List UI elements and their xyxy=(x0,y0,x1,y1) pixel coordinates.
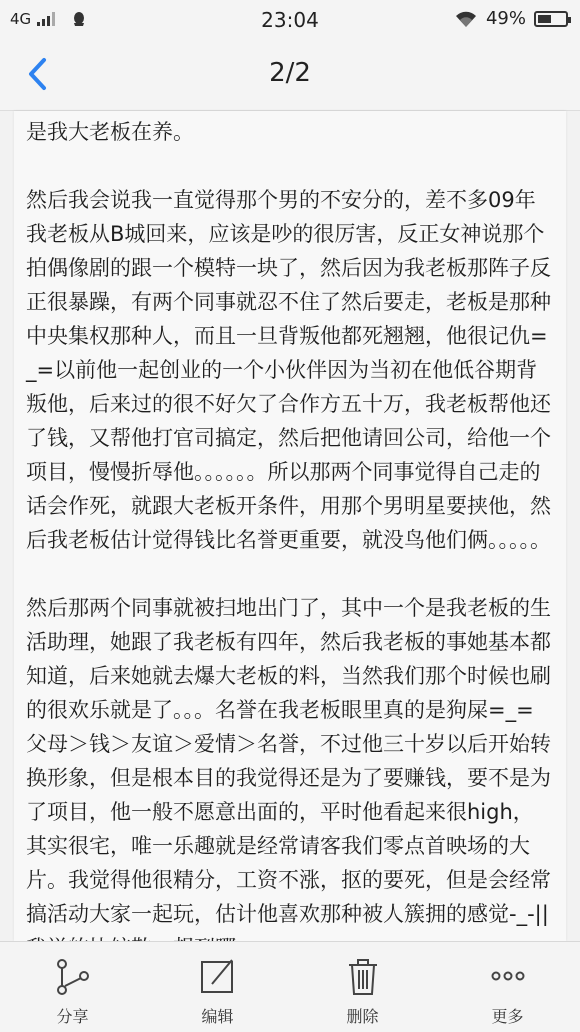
more-icon xyxy=(488,956,528,998)
paragraph: 是我大老板在养。 xyxy=(26,120,194,144)
bottom-toolbar xyxy=(0,941,580,1032)
battery-percent: 49% xyxy=(485,8,526,29)
edit-icon xyxy=(198,956,238,998)
wifi-icon xyxy=(454,10,478,28)
edit-button[interactable] xyxy=(145,942,290,1032)
clock: 23:04 xyxy=(261,8,319,32)
delete-label: 删除 xyxy=(346,1007,379,1026)
battery-icon xyxy=(534,11,568,27)
navigation-bar xyxy=(0,40,580,111)
note-content[interactable] xyxy=(14,111,566,941)
delete-button[interactable] xyxy=(290,942,435,1032)
paragraph: 然后那两个同事就被扫地出门了，其中一个是我老板的生活助理，她跟了我老板有四年，然后我老板的事她基本都知道，后来她就去爆大老板的料，当然我们那个时候也刷的很欢乐就是了。。。名誉在我老板眼里真的是狗屎=_=父母＞钱＞友谊＞爱情＞名誉，不过他三十岁以后开始转换形象，但是根本目的我觉得还是为了要赚钱，要不是为了项目，他一般不愿意出面的，平时他看起来很high，其实很宅，唯一乐趣就是经常请客我们零点首映场的大片。我觉得他很精分，工资不涨，抠的要死，但是会经常搞活动大家一起玩，估计他喜欢那种被人簇拥的感觉-_-|| xyxy=(26,596,551,926)
status-bar xyxy=(0,0,580,40)
network-type: 4G xyxy=(10,10,32,28)
page-title: 2/2 xyxy=(269,58,311,88)
share-button[interactable] xyxy=(0,942,145,1032)
battery-level xyxy=(538,15,551,23)
more-button[interactable] xyxy=(435,942,580,1032)
trash-icon xyxy=(343,956,383,998)
share-icon xyxy=(53,956,93,998)
share-label: 分享 xyxy=(56,1007,89,1026)
edit-label: 编辑 xyxy=(201,1007,234,1026)
status-right xyxy=(454,8,568,29)
more-label: 更多 xyxy=(491,1007,524,1026)
paragraph: 然后我会说我一直觉得那个男的不安分的，差不多09年我老板从B城回来，应该是吵的很厉害，反正女神说那个拍偶像剧的跟一个模特一块了，然后因为我老板那阵子反正很暴躁，有两个同事就忍不住了然后要走，老板是那种中央集权那种人，而且一旦背叛他都死翘翘，他很记仇=_=以前他一起创业的一个小伙伴因为当初在他低谷期背叛他，后来过的很不好欠了合作方五十万，我老板帮他还了钱，又帮他打官司搞定，然后把他请回公司，给他一个项目，慢慢折辱他。。。。。。所以那两个同事觉得自己走的话会作死，就跟大老板开条件，用那个男明星要挟他，然后我老板估计觉得钱比名誉更重要，就没鸟他们俩。。。。。 xyxy=(26,188,551,552)
